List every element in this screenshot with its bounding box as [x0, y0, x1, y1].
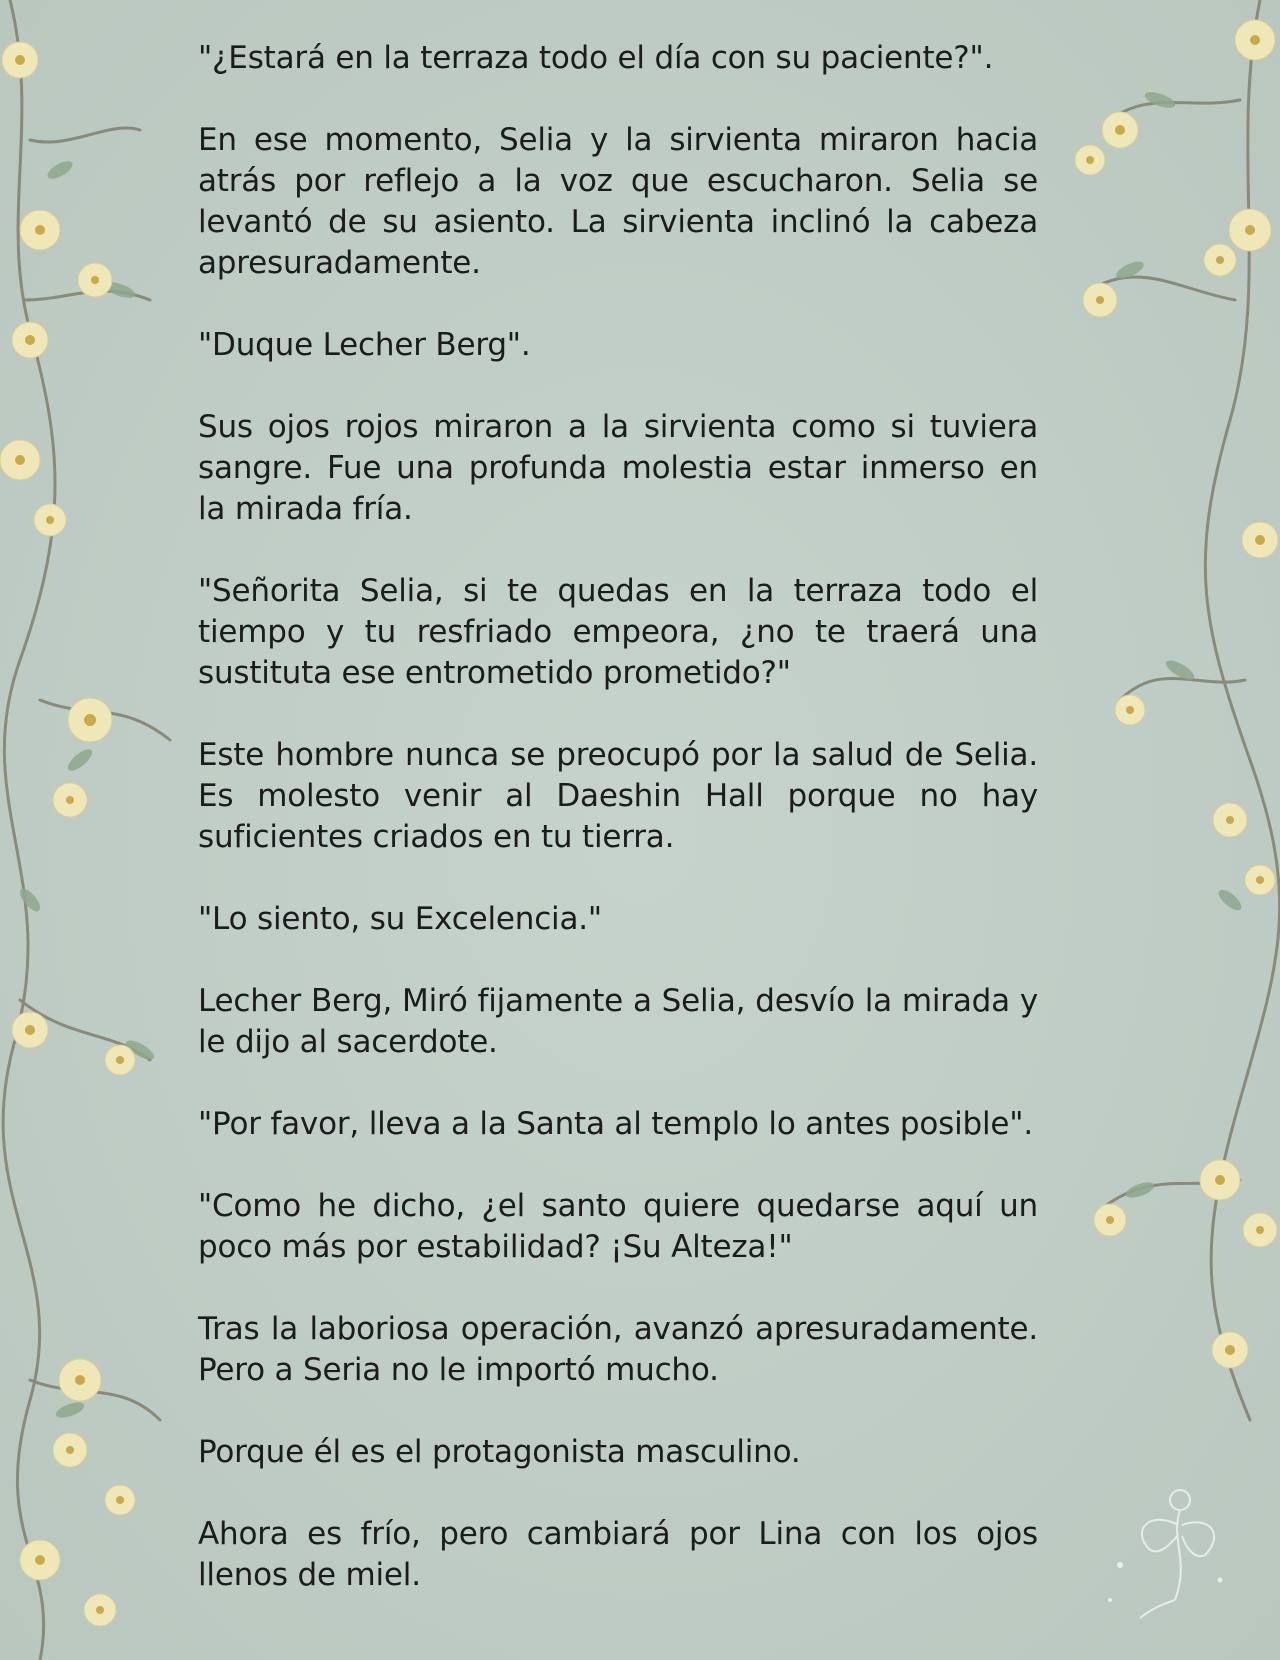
paragraph: Tras la laboriosa operación, avanzó apresuradamente. Pero a Seria no le importó mucho.	[198, 1311, 1038, 1388]
left-blossom-branch	[0, 0, 200, 1660]
right-blossom-branch	[1030, 0, 1280, 1660]
paragraph: En ese momento, Selia y la sirvienta miraron hacia atrás por reflejo a la voz que escucharon. Selia se levantó de su asiento. La sirvienta inclinó la cabeza apresuradamente.	[198, 122, 1038, 281]
paragraph: "Lo siento, su Excelencia."	[198, 901, 602, 937]
paragraph: Lecher Berg, Miró fijamente a Selia, desvío la mirada y le dijo al sacerdote.	[198, 983, 1038, 1060]
paragraph: Este hombre nunca se preocupó por la salud de Selia. Es molesto venir al Daeshin Hall porque no hay suficientes criados en tu tierra.	[198, 737, 1038, 855]
paragraph: Sus ojos rojos miraron a la sirvienta como si tuviera sangre. Fue una profunda molestia estar inmerso en la mirada fría.	[198, 409, 1038, 527]
paragraph: "¿Estará en la terraza todo el día con su paciente?".	[198, 40, 994, 76]
paragraph: "Señorita Selia, si te quedas en la terraza todo el tiempo y tu resfriado empeora, ¿no te traerá una sustituta ese entrometido prometido?"	[198, 573, 1038, 691]
paragraph: Ahora es frío, pero cambiará por Lina con los ojos llenos de miel.	[198, 1516, 1038, 1593]
fairy-watermark	[1090, 1470, 1240, 1620]
paragraph: "Como he dicho, ¿el santo quiere quedarse aquí un poco más por estabilidad? ¡Su Alteza!"	[198, 1188, 1038, 1265]
paragraph: Porque él es el protagonista masculino.	[198, 1434, 801, 1470]
paragraph: "Duque Lecher Berg".	[198, 327, 531, 363]
paragraph: "Por favor, lleva a la Santa al templo lo antes posible".	[198, 1106, 1034, 1142]
story-text	[198, 38, 1038, 1596]
